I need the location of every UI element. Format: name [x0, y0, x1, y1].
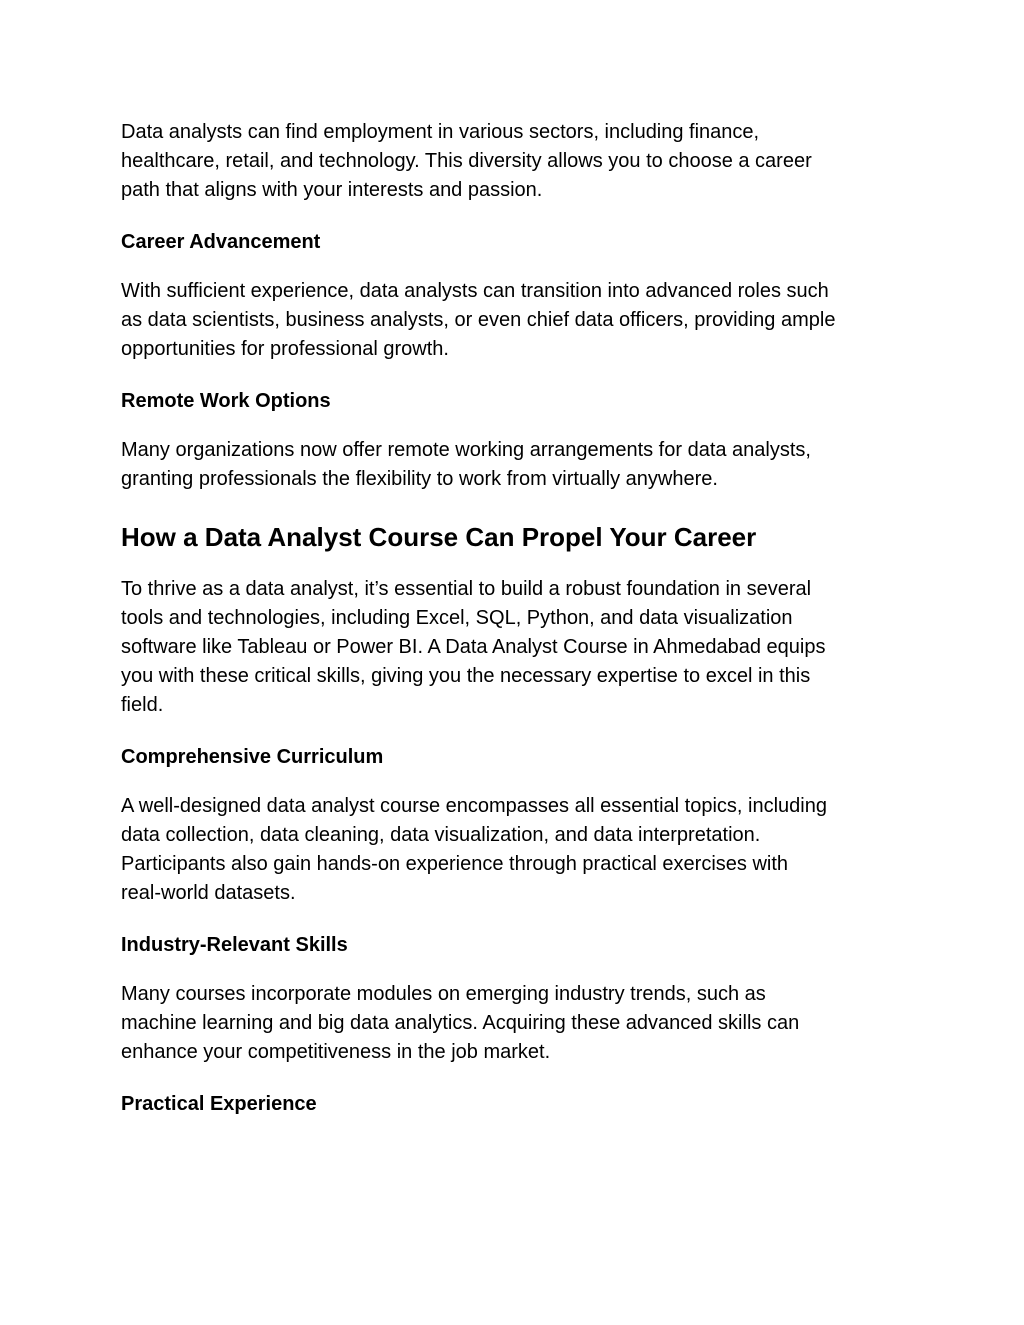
paragraph-career-advancement: With sufficient experience, data analysts can transition into advanced roles such as data scientists, business analysts, or even chief data officers, providing ample opportunities for professional growth. [121, 280, 836, 360]
paragraph-remote-work: Many organizations now offer remote working arrangements for data analysts, granting professionals the flexibility to work from virtually anywhere. [121, 439, 811, 490]
paragraph-foundation: To thrive as a data analyst, it’s essential to build a robust foundation in several tools and technologies, including Excel, SQL, Python, and data visualization software like Tableau or Power BI. A Data Analyst Course in Ahmedabad equips you with these critical skills, giving you the necessary expertise to excel in this field. [121, 578, 826, 716]
subheading-practical-experience: Practical Experience [121, 1093, 317, 1115]
paragraph-sectors: Data analysts can find employment in various sectors, including finance, healthcare, retail, and technology. This diversity allows you to choose a career path that aligns with your interests and passion. [121, 121, 812, 201]
subheading-remote-work: Remote Work Options [121, 390, 331, 412]
document-page [121, 118, 911, 1139]
paragraph-curriculum: A well-designed data analyst course encompasses all essential topics, including data collection, data cleaning, data visualization, and data interpretation. Participants also gain hands-on experience through practical exercises with real-world datasets. [121, 795, 827, 904]
subheading-industry-skills: Industry-Relevant Skills [121, 934, 348, 956]
paragraph-industry-skills: Many courses incorporate modules on emerging industry trends, such as machine learning and big data analytics. Acquiring these advanced skills can enhance your competitiveness in the job market. [121, 983, 800, 1063]
section-heading-course: How a Data Analyst Course Can Propel Your Career [121, 522, 757, 552]
subheading-curriculum: Comprehensive Curriculum [121, 746, 384, 768]
subheading-career-advancement: Career Advancement [121, 231, 321, 253]
